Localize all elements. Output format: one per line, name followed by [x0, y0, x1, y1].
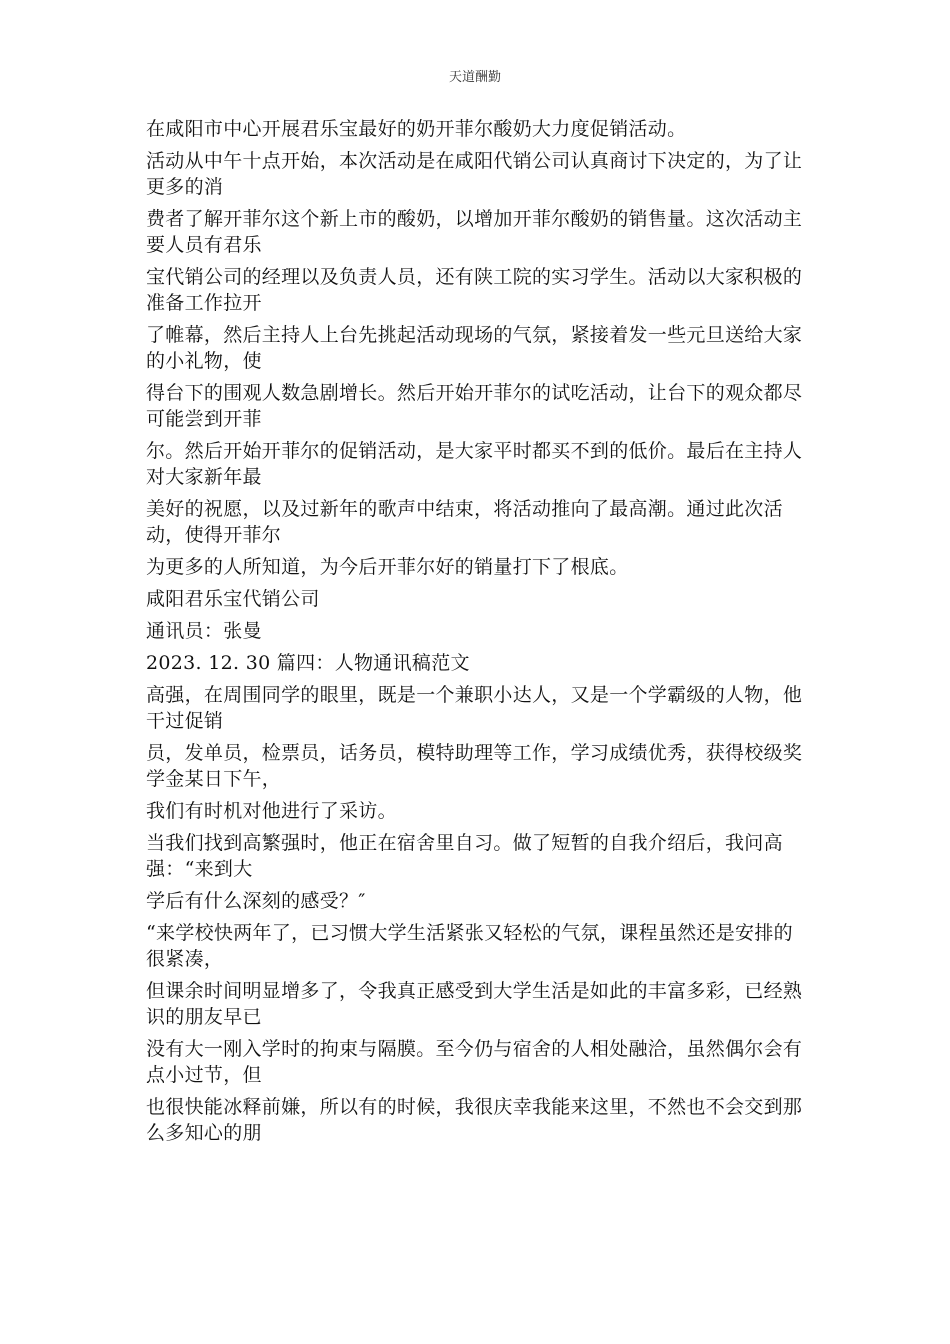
page-header: 天道酬勤 [448, 70, 501, 85]
document-body [146, 116, 806, 1152]
signature-company: 咸阳君乐宝代销公司 [146, 588, 320, 610]
paragraph: 宝代销公司的经理以及负责人员，还有陕工院的实习学生。活动以大家积极的准备工作拉开 [146, 266, 803, 314]
paragraph: 也很快能冰释前嫌，所以有的时候，我很庆幸我能来这里，不然也不会交到那么多知心的朋 [146, 1096, 803, 1144]
paragraph: 我们有时机对他进行了采访。 [146, 800, 397, 822]
paragraph: 员，发单员，检票员，话务员，模特助理等工作，学习成绩优秀，获得校级奖学金某日下午， [146, 742, 803, 790]
paragraph: 尔。然后开始开菲尔的促销活动，是大家平时都买不到的低价。最后在主持人对大家新年最 [146, 440, 803, 488]
paragraph: “来学校快两年了，已习惯大学生活紧张又轻松的气氛，课程虽然还是安排的很紧凑， [146, 922, 793, 970]
paragraph: 但课余时间明显增多了，令我真正感受到大学生活是如此的丰富多彩，已经熟识的朋友早已 [146, 980, 803, 1028]
paragraph: 当我们找到高繁强时，他正在宿舍里自习。做了短暂的自我介绍后，我问高强：“来到大 [146, 832, 783, 880]
date-and-section-title: 2023. 12. 30 篇四：人物通讯稿范文 [146, 652, 470, 674]
paragraph: 为更多的人所知道，为今后开菲尔好的销量打下了根底。 [146, 556, 629, 578]
paragraph: 高强，在周围同学的眼里，既是一个兼职小达人，又是一个学霸级的人物，他干过促销 [146, 684, 803, 732]
paragraph: 没有大一刚入学时的拘束与隔膜。至今仍与宿舍的人相处融洽，虽然偶尔会有点小过节，但 [146, 1038, 803, 1086]
paragraph: 得台下的围观人数急剧增长。然后开始开菲尔的试吃活动，让台下的观众都尽可能尝到开菲 [146, 382, 803, 430]
paragraph: 活动从中午十点开始，本次活动是在咸阳代销公司认真商讨下决定的，为了让更多的消 [146, 150, 803, 198]
paragraph: 了帷幕，然后主持人上台先挑起活动现场的气氛，紧接着发一些元旦送给大家的小礼物，使 [146, 324, 803, 372]
signature-correspondent: 通讯员：张曼 [146, 620, 262, 642]
paragraph: 学后有什么深刻的感受？″ [146, 890, 366, 912]
paragraph: 美好的祝愿，以及过新年的歌声中结束，将活动推向了最高潮。通过此次活动，使得开菲尔 [146, 498, 783, 546]
paragraph: 在咸阳市中心开展君乐宝最好的奶开菲尔酸奶大力度促销活动。 [146, 118, 687, 140]
paragraph: 费者了解开菲尔这个新上市的酸奶，以增加开菲尔酸奶的销售量。这次活动主要人员有君乐 [146, 208, 803, 256]
